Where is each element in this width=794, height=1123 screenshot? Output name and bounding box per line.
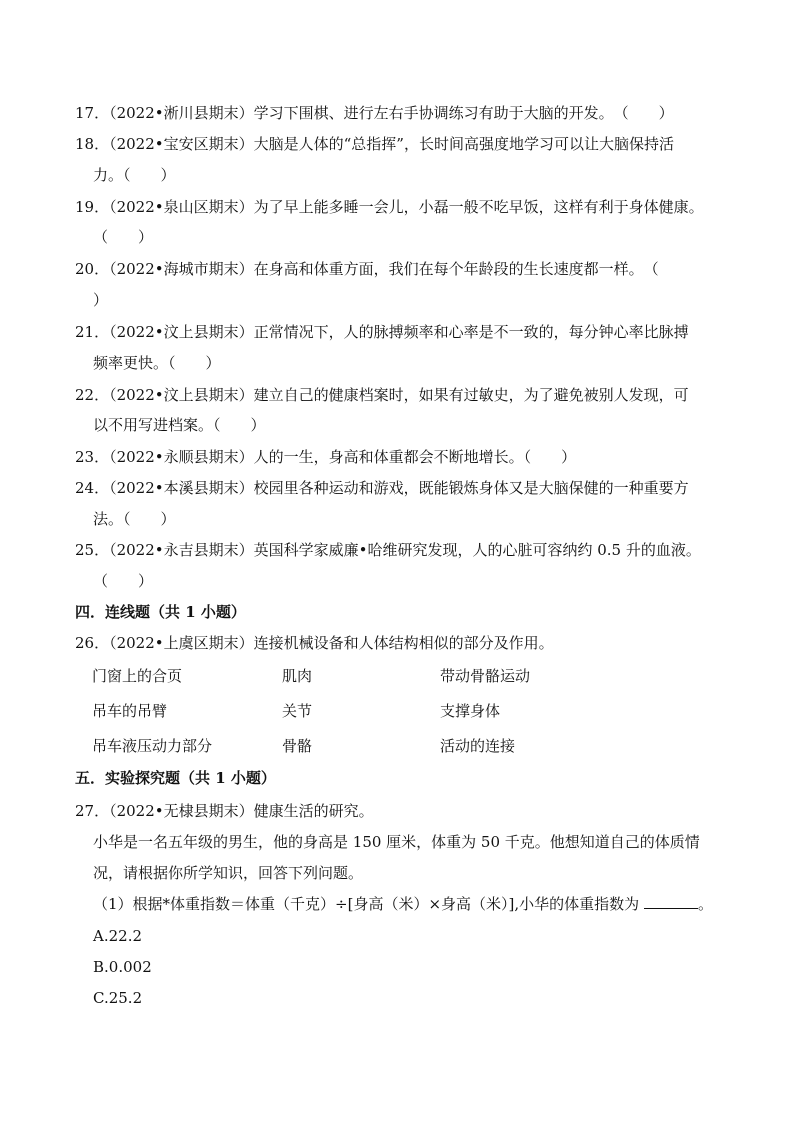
question-source: （2022•汶上县期末） (109, 323, 254, 341)
question-source: （2022•永吉县期末） (109, 541, 254, 559)
question-18 (75, 128, 725, 160)
match-right-item: 带动骨骼运动 (440, 667, 531, 685)
question-21 (75, 316, 725, 348)
question-25 (75, 534, 725, 566)
question-number: 19． (75, 198, 110, 216)
question-source: （2022•上虞区期末） (109, 634, 254, 652)
question-source: （2022•永顺县期末） (109, 448, 254, 466)
question-text: 学习下围棋、进行左右手协调练习有助于大脑的开发。 （ ） (253, 104, 674, 122)
question-26 (75, 627, 725, 659)
option-a: A.22.2 (93, 927, 142, 945)
question-text: 英国科学家威廉•哈维研究发现，人的心脏可容纳约 0.5 升的血液。 (253, 541, 701, 559)
question-number: 22． (75, 386, 110, 404)
question-number: 18． (75, 135, 110, 153)
question-text: 大脑是人体的“总指挥”，长时间高强度地学习可以让大脑保持活 (253, 135, 674, 153)
question-text: 正常情况下，人的脉搏频率和心率是不一致的，每分钟心率比脉搏 (253, 323, 689, 341)
paragraph-line: 况，请根据你所学知识，回答下列问题。 (93, 864, 364, 882)
question-source: （2022•宝安区期末） (109, 135, 254, 153)
question-27 (75, 795, 725, 827)
question-number: 20． (75, 260, 110, 278)
question-24 (75, 472, 725, 504)
question-source: （2022•汶上县期末） (109, 386, 254, 404)
question-19 (75, 191, 725, 223)
match-right-item: 活动的连接 (440, 737, 516, 755)
question-17 (75, 97, 725, 129)
question-20 (75, 253, 725, 285)
sub-question-end: 。 (697, 895, 713, 913)
question-number: 24． (75, 479, 110, 497)
option-b: B.0.002 (93, 958, 152, 976)
question-text: 健康生活的研究。 (253, 802, 374, 820)
question-24-continuation: 法。（ ） (93, 510, 176, 528)
section-4-heading: 四．连线题（共 1 小题） (75, 603, 246, 621)
question-20-continuation: ） (93, 291, 109, 309)
question-23 (75, 441, 725, 473)
option-c: C.25.2 (93, 989, 143, 1007)
match-right-item: 支撑身体 (440, 702, 501, 720)
question-22-continuation: 以不用写进档案。（ ） (93, 416, 266, 434)
question-18-continuation: 力。（ ） (93, 166, 176, 184)
question-source: （2022•海城市期末） (109, 260, 254, 278)
question-19-continuation: （ ） (93, 228, 154, 246)
section-5-heading: 五．实验探究题（共 1 小题） (75, 769, 276, 787)
match-middle-item: 骨骼 (282, 737, 313, 755)
question-text: 连接机械设备和人体结构相似的部分及作用。 (253, 634, 554, 652)
match-middle-item: 关节 (282, 702, 313, 720)
question-source: （2022•无棣县期末） (109, 802, 254, 820)
question-text: 人的一生，身高和体重都会不断地增长。（ ） (253, 448, 577, 466)
match-left-item: 门窗上的合页 (92, 667, 183, 685)
sub-question-1 (93, 888, 713, 920)
question-22 (75, 379, 725, 411)
question-number: 23． (75, 448, 110, 466)
match-middle-item: 肌肉 (282, 667, 313, 685)
question-25-continuation: （ ） (93, 572, 154, 590)
answer-blank[interactable] (644, 894, 698, 909)
sub-question-text: （1）根据*体重指数＝体重（千克）÷[身高（米）×身高（米）],小华的体重指数为 (93, 895, 640, 913)
question-21-continuation: 频率更快。（ ） (93, 354, 221, 372)
question-source: （2022•淅川县期末） (109, 104, 254, 122)
question-number: 21． (75, 323, 110, 341)
question-text: 建立自己的健康档案时，如果有过敏史，为了避免被别人发现，可 (253, 386, 689, 404)
question-text: 为了早上能多睡一会儿，小磊一般不吃早饭，这样有利于身体健康。 (253, 198, 704, 216)
question-number: 26． (75, 634, 110, 652)
question-text: 在身高和体重方面，我们在每个年龄段的生长速度都一样。 （ (253, 260, 659, 278)
match-left-item: 吊车液压动力部分 (92, 737, 213, 755)
question-text: 校园里各种运动和游戏，既能锻炼身体又是大脑保健的一种重要方 (253, 479, 689, 497)
question-source: （2022•本溪县期末） (109, 479, 254, 497)
question-source: （2022•泉山区期末） (109, 198, 254, 216)
match-left-item: 吊车的吊臂 (92, 702, 168, 720)
paragraph-line: 小华是一名五年级的男生，他的身高是 150 厘米，体重为 50 千克。他想知道自己的体质情 (93, 833, 700, 851)
question-number: 27． (75, 802, 110, 820)
question-number: 25． (75, 541, 110, 559)
question-number: 17． (75, 104, 110, 122)
